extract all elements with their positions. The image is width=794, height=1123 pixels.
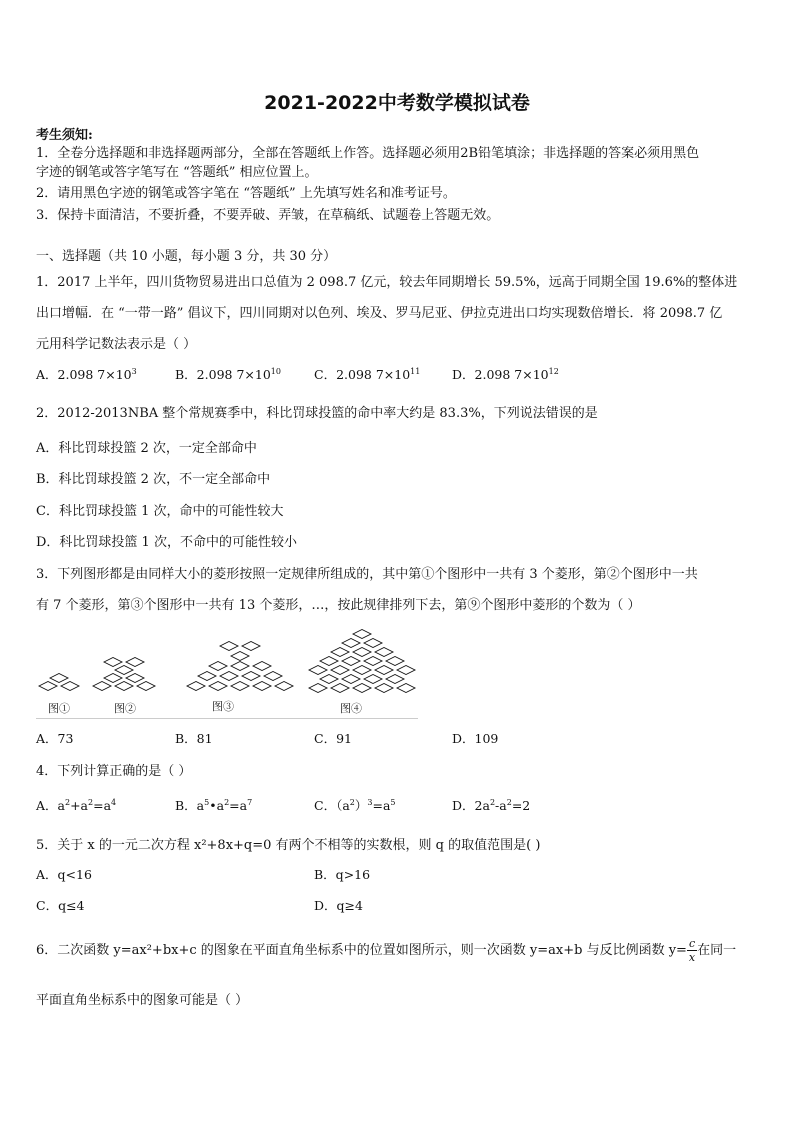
q2-stem: 2．2012-2013NBA 整个常规赛季中，科比罚球投篮的命中率大约是 83.3%，下列说法错误的是: [36, 406, 598, 421]
section-heading: 一、选择题（共 10 小题，每小题 3 分，共 30 分）: [36, 249, 337, 264]
q2-option-b[interactable]: B．科比罚球投篮 2 次，不一定全部命中: [36, 472, 271, 487]
q3-option-d[interactable]: D．109: [452, 731, 499, 746]
rhombus-shape: [61, 682, 79, 691]
rhombus-shape: [231, 662, 249, 671]
rhombus-shape: [331, 648, 349, 657]
rhombus-shape: [331, 684, 349, 693]
q5-option-d[interactable]: D．q≥4: [314, 898, 363, 913]
rhombus-shape: [342, 657, 360, 666]
rhombus-shape: [309, 684, 327, 693]
rhombus-shape: [253, 662, 271, 671]
rhombus-shape: [375, 666, 393, 675]
rhombus-shape: [198, 672, 216, 681]
rhombus-shape: [242, 672, 260, 681]
rhombus-shape: [353, 684, 371, 693]
rhombus-shape: [353, 648, 371, 657]
rhombus-shape: [104, 674, 122, 683]
rhombus-shape: [386, 657, 404, 666]
rhombus-shape: [50, 674, 68, 683]
rhombus-shape: [242, 642, 260, 651]
rhombus-shape: [137, 682, 155, 691]
rhombus-shape: [320, 675, 338, 684]
notice-line: 3．保持卡面清洁，不要折叠，不要弄破、弄皱，在草稿纸、试题卷上答题无效。: [36, 208, 500, 223]
q5-stem: 5．关于 x 的一元二次方程 x²+8x+q=0 有两个不相等的实数根，则 q 的取值范围是( ): [36, 838, 541, 853]
q3-option-c[interactable]: C．91: [314, 731, 352, 746]
q4-stem: 4．下列计算正确的是（ ）: [36, 764, 192, 779]
q1-option-b[interactable]: B．2.098 $7\times 10^{10}$: [175, 366, 281, 382]
rhombus-shape: [275, 682, 293, 691]
rhombus-shape: [364, 639, 382, 648]
q3-stem: 有 7 个菱形，第③个图形中一共有 13 个菱形，…，按此规律排列下去，第⑨个图形中菱形的个数为（ ）: [36, 598, 641, 613]
q2-option-d[interactable]: D．科比罚球投篮 1 次，不命中的可能性较小: [36, 535, 297, 550]
q3-option-a[interactable]: A．73: [36, 731, 74, 746]
rhombus-shape: [342, 675, 360, 684]
rhombus-shape: [126, 658, 144, 667]
figure-label-1: 图①: [48, 702, 70, 715]
q4-option-c[interactable]: C．$(a^2)^3=a^5$: [314, 797, 396, 813]
rhombus-shape: [309, 666, 327, 675]
rhombus-shape: [342, 639, 360, 648]
rhombus-shape: [115, 666, 133, 675]
q6-stem-line2: 平面直角坐标系中的图象可能是（ ）: [36, 993, 249, 1008]
rhombus-pattern-drawing: [36, 618, 418, 702]
rhombus-shape: [187, 682, 205, 691]
notice-header: 考生须知:: [36, 128, 93, 143]
rhombus-shape: [364, 657, 382, 666]
rhombus-shape: [209, 682, 227, 691]
fraction-c-over-x: $\frac{c}{x}$: [688, 937, 696, 964]
rhombus-shape: [253, 682, 271, 691]
q3-stem: 3．下列图形都是由同样大小的菱形按照一定规律所组成的，其中第①个图形中一共有 3 个菱形，第②个图形中一共: [36, 567, 698, 582]
q4-option-b[interactable]: B．$a^5•a^2=a^7$: [175, 797, 253, 813]
rhombus-shape: [264, 672, 282, 681]
rhombus-shape: [353, 630, 371, 639]
rhombus-shape: [209, 662, 227, 671]
notice-line: 1．全卷分选择题和非选择题两部分，全部在答题纸上作答。选择题必须用2B铅笔填涂；非选择题的答案必须用黑色: [36, 146, 700, 161]
rhombus-shape: [104, 658, 122, 667]
q1-option-a[interactable]: A．2.098 $7\times 10^3$: [36, 366, 137, 382]
figure-label-4: 图④: [340, 702, 362, 715]
rhombus-shape: [331, 666, 349, 675]
q6-stem: 6．二次函数 y=ax²+bx+c 的图象在平面直角坐标系中的位置如图所示，则一次函数 y=ax+b 与反比例函数 y= $\frac{c}{x}$ 在同一: [36, 937, 737, 964]
page-title: 2021-2022中考数学模拟试卷: [264, 92, 530, 114]
q1-option-c[interactable]: C．2.098 $7\times 10^{11}$: [314, 366, 421, 382]
q5-option-b[interactable]: B．q>16: [314, 867, 371, 882]
rhombus-pattern-figure: [36, 618, 418, 719]
notice-line: 2．请用黑色字迹的钢笔或答字笔在 “答题纸” 上先填写姓名和准考证号。: [36, 186, 456, 201]
rhombus-shape: [375, 684, 393, 693]
rhombus-shape: [320, 657, 338, 666]
rhombus-shape: [375, 648, 393, 657]
rhombus-shape: [364, 675, 382, 684]
q5-option-c[interactable]: C．q≤4: [36, 898, 85, 913]
rhombus-shape: [220, 642, 238, 651]
q4-option-d[interactable]: D．$2a^2-a^2=2$: [452, 797, 531, 813]
q4-option-a[interactable]: A．$a^2+a^2=a^4$: [36, 797, 117, 813]
rhombus-shape: [93, 682, 111, 691]
rhombus-shape: [386, 675, 404, 684]
rhombus-shape: [397, 684, 415, 693]
q1-stem: 元用科学记数法表示是（ ）: [36, 337, 197, 352]
figure-label-2: 图②: [114, 702, 136, 715]
q1-stem: 出口增幅．在 “一带一路” 倡议下，四川同期对以色列、埃及、罗马尼亚、伊拉克进出口均实现数倍增长．将 2098.7 亿: [36, 306, 723, 321]
q3-option-b[interactable]: B．81: [175, 731, 213, 746]
notice-line: 字迹的钢笔或答字笔写在 “答题纸” 相应位置上。: [36, 165, 318, 180]
q2-option-a[interactable]: A．科比罚球投篮 2 次，一定全部命中: [36, 441, 257, 456]
q5-option-a[interactable]: A．q<16: [36, 867, 92, 882]
rhombus-shape: [353, 666, 371, 675]
rhombus-shape: [231, 652, 249, 661]
rhombus-shape: [126, 674, 144, 683]
rhombus-shape: [397, 666, 415, 675]
q1-option-d[interactable]: D．2.098 $7\times 10^{12}$: [452, 366, 559, 382]
figure-label-3: 图③: [212, 700, 234, 713]
q2-option-c[interactable]: C．科比罚球投篮 1 次，命中的可能性较大: [36, 504, 284, 519]
rhombus-shape: [231, 682, 249, 691]
rhombus-shape: [115, 682, 133, 691]
q1-stem: 1．2017 上半年，四川货物贸易进出口总值为 2 098.7 亿元，较去年同期增长 59.5%，远高于同期全国 19.6%的整体进: [36, 275, 738, 290]
rhombus-shape: [39, 682, 57, 691]
rhombus-shape: [220, 672, 238, 681]
